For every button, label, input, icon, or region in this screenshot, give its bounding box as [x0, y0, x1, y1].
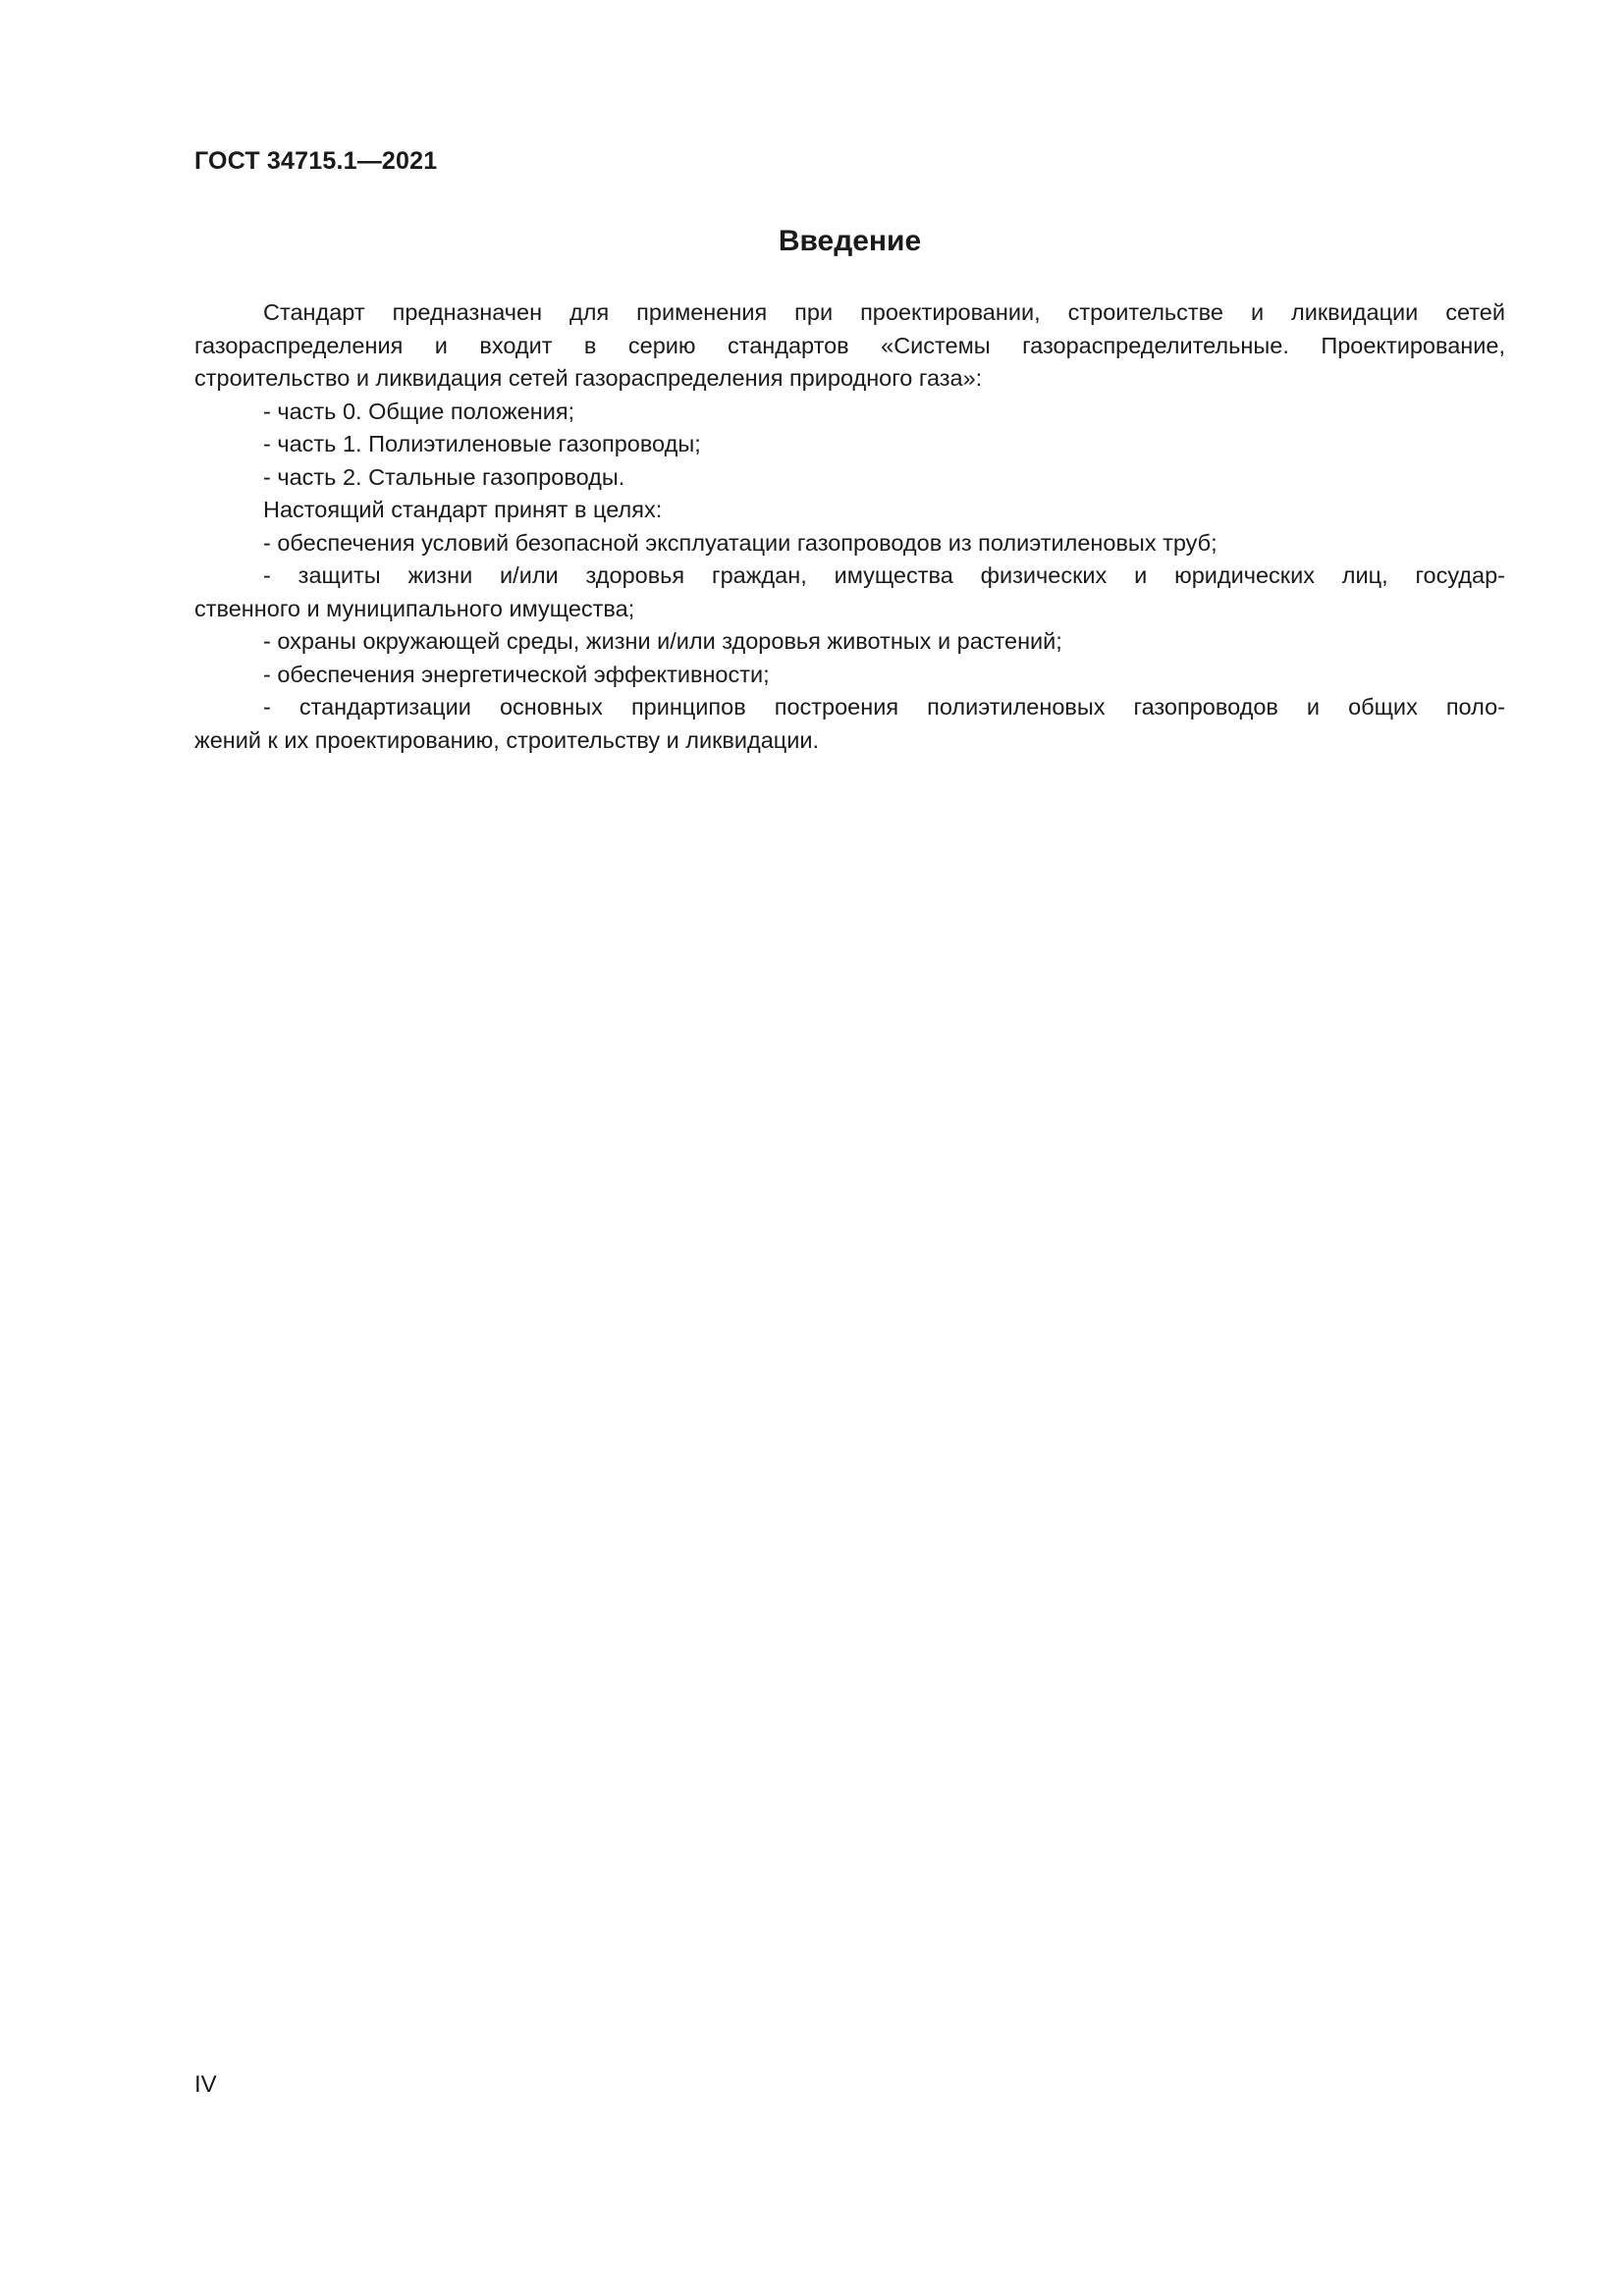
- list-item-part-0: - часть 0. Общие положения;: [263, 398, 575, 424]
- page-number: IV: [194, 2071, 217, 2098]
- body-line: Стандарт предназначен для применения при проектировании, строительстве и ликвидации сетей: [263, 299, 1505, 325]
- list-item-part-1: - часть 1. Полиэтиленовые газопроводы;: [263, 431, 701, 456]
- body-line: строительство и ликвидация сетей газораспределения природного газа»:: [194, 365, 983, 391]
- body-line: газораспределения и входит в серию стандартов «Системы газораспределительные. Проектирование,: [194, 332, 1505, 358]
- purpose-item: - обеспечения энергетической эффективности;: [263, 661, 770, 687]
- purpose-item-continuation: жений к их проектированию, строительству и ликвидации.: [194, 726, 820, 753]
- purpose-item: - охраны окружающей среды, жизни и/или здоровья животных и растений;: [263, 628, 1062, 654]
- introduction-body: [194, 296, 1505, 757]
- purpose-intro: Настоящий стандарт принят в целях:: [263, 497, 663, 522]
- purpose-item: - стандартизации основных принципов построения полиэтиленовых газопроводов и общих поло-: [263, 694, 1505, 720]
- purpose-item: - защиты жизни и/или здоровья граждан, имущества физических и юридических лиц, государ-: [263, 562, 1505, 588]
- list-item-part-2: - часть 2. Стальные газопроводы.: [263, 463, 625, 490]
- purpose-item: - обеспечения условий безопасной эксплуатации газопроводов из полиэтиленовых труб;: [263, 529, 1218, 556]
- section-title: Введение: [778, 225, 922, 257]
- document-id-header: ГОСТ 34715.1—2021: [194, 147, 438, 175]
- purpose-item-continuation: ственного и муниципального имущества;: [194, 595, 635, 621]
